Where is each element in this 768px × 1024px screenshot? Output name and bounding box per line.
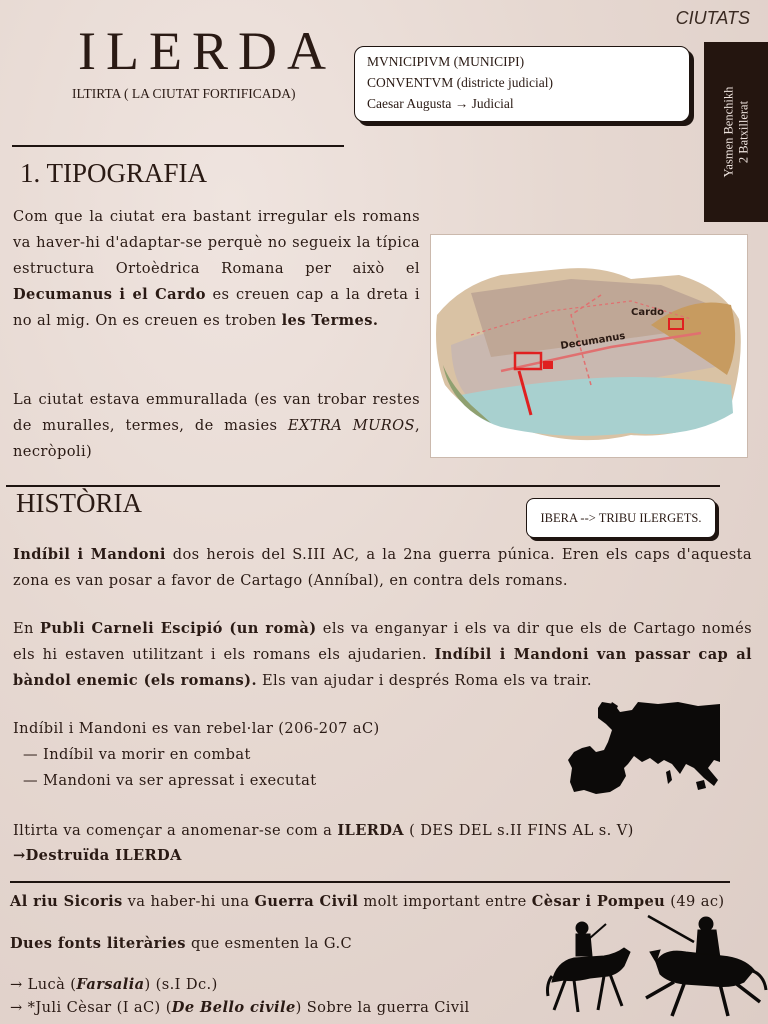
- text: dos herois del S.III AC, a la 2na guerra púnica. Eren els caps d'aquesta zona es van posar a favor de Cartago (Anníbal), en contra dels romans.: [13, 546, 753, 589]
- map-label-cardo: Cardo: [631, 307, 665, 318]
- text: Com que la ciutat era bastant irregular els romans va haver-hi d'adaptar-se perquè no segueix la típica estructura Ortoèdrica Romana per això el: [13, 208, 420, 277]
- rebellion-item-1: — Indíbil va morir en combat: [23, 746, 251, 763]
- text-bold: Cèsar i Pompeu: [531, 893, 666, 910]
- info-line-conventum: CONVENTVM (districte judicial): [367, 75, 553, 90]
- text: va haber-hi una: [122, 893, 255, 910]
- author-box: [704, 42, 768, 222]
- map-label-decumanus: Decumanus: [559, 330, 627, 352]
- text: En: [13, 620, 41, 637]
- text: Iltirta va començar a anomenar-se com a: [13, 822, 338, 839]
- city-map-image: [430, 234, 748, 458]
- text-bold-italic: De Bello civile: [171, 999, 296, 1016]
- text-bold: ILERDA: [337, 822, 405, 839]
- text: La ciutat estava emmurallada (es van trobar restes de muralles, termes, de masies: [13, 391, 420, 434]
- text: , necròpoli): [13, 417, 420, 460]
- divider-top: [12, 145, 344, 147]
- rebellion-item-2: — Mandoni va ser apressat i executat: [23, 772, 317, 789]
- divider-guerra: [10, 881, 730, 883]
- historia-paragraph-1: [13, 542, 752, 594]
- text-italic: EXTRA MUROS: [287, 417, 415, 434]
- page-subtitle: ILTIRTA ( LA CIUTAT FORTIFICADA): [72, 86, 296, 101]
- text: ( DES DEL s.II FINS AL s. V): [404, 822, 634, 839]
- text-bold: Guerra Civil: [254, 893, 359, 910]
- info-line-caesar: Caesar Augusta → Judicial: [367, 96, 514, 111]
- text-bold: Indíbil i Mandoni: [13, 546, 166, 563]
- source-item-2: [10, 995, 550, 1021]
- text: que esmenten la G.C: [185, 935, 353, 952]
- author-course: 2 Batxillerat: [736, 100, 750, 164]
- text: els va enganyar i els va dir que els de Cartago només els hi estaven utilitzant i els romans els ajudarien.: [13, 620, 752, 663]
- rebellion-block: [13, 716, 553, 794]
- europe-silhouette-icon: [568, 702, 722, 796]
- text-bold: Decumanus i el Cardo: [13, 286, 206, 303]
- text-bold: les Termes.: [281, 312, 379, 329]
- text: es creuen cap a la dreta i no al mig. On es creuen es troben: [13, 286, 421, 329]
- text: molt important entre: [358, 893, 532, 910]
- text: → Lucà (: [10, 976, 77, 993]
- text-bold-italic: Farsalia: [76, 976, 145, 993]
- text: Els van ajudar i després Roma els va trair.: [256, 672, 592, 689]
- text-bold: Indíbil i Mandoni van passar cap al bàndol enemic (els romans).: [13, 646, 752, 689]
- text: (49 ac): [665, 893, 725, 910]
- section-title-tipografia: 1. TIPOGRAFIA: [20, 158, 208, 188]
- ilerda-name-paragraph: [13, 818, 752, 844]
- text: → *Juli Cèsar (I aC) (: [10, 999, 172, 1016]
- city-map-illustration: [431, 235, 747, 457]
- divider-historia: [6, 485, 720, 487]
- text-bold: Dues fonts literàries: [10, 935, 186, 952]
- tipografia-paragraph-1: [13, 204, 420, 334]
- destruida-line: →Destruïda ILERDA: [13, 847, 182, 864]
- horsemen-illustration-icon: [544, 912, 768, 1020]
- info-line-municipi: MVNICIPIVM (MUNICIPI): [367, 54, 525, 69]
- text-bold: Al riu Sicoris: [10, 893, 123, 910]
- tipografia-paragraph-2: [13, 387, 420, 465]
- author-name: Yasmen Benchikh: [721, 86, 735, 178]
- info-box: [354, 46, 690, 122]
- text: ) (s.I Dc.): [144, 976, 218, 993]
- rebellion-line: Indíbil i Mandoni es van rebel·lar (206-207 aC): [13, 720, 380, 737]
- section-title-historia: HISTÒRIA: [16, 488, 142, 518]
- corner-label: CIUTATS: [675, 8, 750, 28]
- text-bold: Publi Carneli Escipió (un romà): [40, 620, 317, 637]
- tribe-box: IBERA --> TRIBU ILERGETS.: [526, 498, 716, 538]
- guerra-paragraph-2: [10, 931, 510, 957]
- text: ) Sobre la guerra Civil: [295, 999, 470, 1016]
- historia-paragraph-2: [13, 616, 752, 694]
- page-title: ILERDA: [78, 21, 336, 81]
